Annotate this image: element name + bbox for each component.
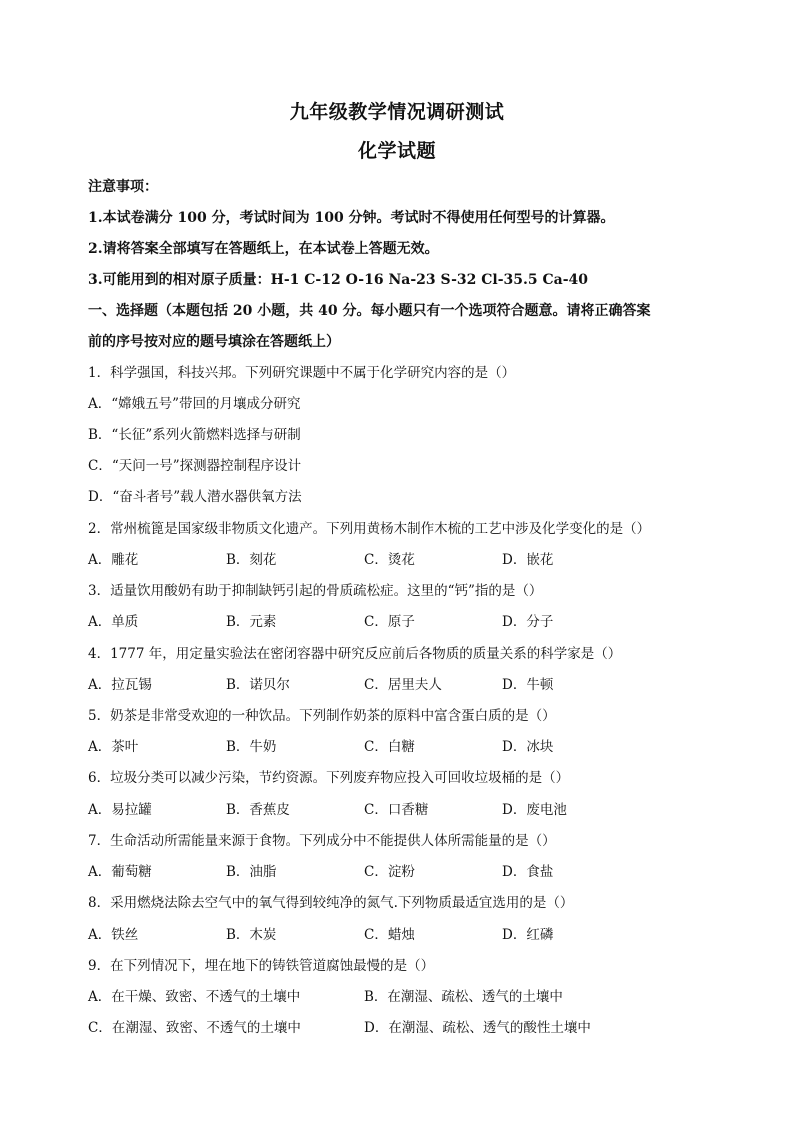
note-item-3-text: 3.可能用到的相对原子质量：H-1 C-12 O-16 Na-23 S-32 Cl-35.5 Ca-40 [88,272,589,288]
question-1-stem: 1．科学强国，科技兴邦。下列研究课题中不属于化学研究内容的是（） [88,365,516,381]
question-9-option-c: C．在潮湿、致密、不透气的土壤中 [88,1020,301,1036]
note-item-2: 2.请将答案全部填写在答题纸上，在本试卷上答题无效。 [88,241,439,257]
section-heading-line1: 一、选择题（本题包括 20 小题，共 40 分。每小题只有一个选项符合题意。请将正确答案 [88,303,651,319]
question-9-option-a: A．在干燥、致密、不透气的土壤中 [88,989,301,1005]
question-9-option-d: D．在潮湿、疏松、透气的酸性土壤中 [364,1020,591,1036]
question-3-stem: 3．适量饮用酸奶有助于抑制缺钙引起的骨质疏松症。这里的“钙”指的是（） [88,583,543,599]
question-5-option-c: C．白糖 [364,739,415,755]
question-7-option-b: B．油脂 [226,864,277,880]
question-5-option-a: A．茶叶 [88,739,139,755]
question-1-option-c: C．“天问一号”探测器控制程序设计 [88,458,302,474]
question-3-option-d: D．分子 [502,614,554,630]
question-4-option-c: C．居里夫人 [364,677,442,693]
section-heading-line2: 前的序号按对应的题号填涂在答题纸上） [88,334,340,350]
exam-title: 九年级教学情况调研测试 [289,101,505,123]
question-1-option-d: D．“奋斗者号”载人潜水器供氧方法 [88,489,302,505]
question-3-option-a: A．单质 [88,614,139,630]
question-4-option-b: B．诺贝尔 [226,677,290,693]
question-2-option-c: C．烫花 [364,552,415,568]
question-7-option-a: A．葡萄糖 [88,864,152,880]
question-8-stem: 8．采用燃烧法除去空气中的氧气得到较纯净的氮气.下列物质最适宜选用的是（） [88,895,574,911]
question-8-option-c: C．蜡烛 [364,927,415,943]
question-6-option-a: A．易拉罐 [88,802,152,818]
question-6-option-b: B．香蕉皮 [226,802,290,818]
question-7-option-d: D．食盐 [502,864,554,880]
question-5-option-d: D．冰块 [502,739,554,755]
question-2-stem: 2．常州梳篦是国家级非物质文化遗产。下列用黄杨木制作木梳的工艺中涉及化学变化的是（） [88,521,651,537]
question-8-option-b: B．木炭 [226,927,277,943]
question-1-option-a: A．“嫦娥五号”带回的月壤成分研究 [88,396,301,412]
question-4-option-a: A．拉瓦锡 [88,677,152,693]
question-3-option-b: B．元素 [226,614,277,630]
question-4-option-d: D．牛顿 [502,677,554,693]
question-9-option-b: B．在潮湿、疏松、透气的土壤中 [364,989,563,1005]
question-2-option-a: A．雕花 [88,552,139,568]
question-3-option-c: C．原子 [364,614,415,630]
question-6-option-d: D．废电池 [502,802,567,818]
question-2-option-b: B．刻花 [226,552,277,568]
question-6-stem: 6．垃圾分类可以减少污染，节约资源。下列废弃物应投入可回收垃圾桶的是（） [88,770,570,786]
question-7-option-c: C．淀粉 [364,864,415,880]
question-5-option-b: B．牛奶 [226,739,277,755]
question-8-option-a: A．铁丝 [88,927,139,943]
question-4-stem: 4．1777 年，用定量实验法在密闭容器中研究反应前后各物质的质量关系的科学家是（） [88,646,622,662]
question-5-stem: 5．奶茶是非常受欢迎的一种饮品。下列制作奶茶的原料中富含蛋白质的是（） [88,708,556,724]
question-6-option-c: C．口香糖 [364,802,429,818]
question-9-stem: 9．在下列情况下，埋在地下的铸铁管道腐蚀最慢的是（） [88,958,435,974]
question-8-option-d: D．红磷 [502,927,554,943]
note-item-1: 1.本试卷满分 100 分，考试时间为 100 分钟。考试时不得使用任何型号的计算器。 [88,210,615,226]
question-1-option-b: B．“长征”系列火箭燃料选择与研制 [88,427,301,443]
note-item-3 [88,271,588,289]
question-7-stem: 7．生命活动所需能量来源于食物。下列成分中不能提供人体所需能量的是（） [88,833,556,849]
question-2-option-d: D．嵌花 [502,552,554,568]
exam-subtitle: 化学试题 [357,140,436,162]
notes-heading: 注意事项： [88,179,158,195]
